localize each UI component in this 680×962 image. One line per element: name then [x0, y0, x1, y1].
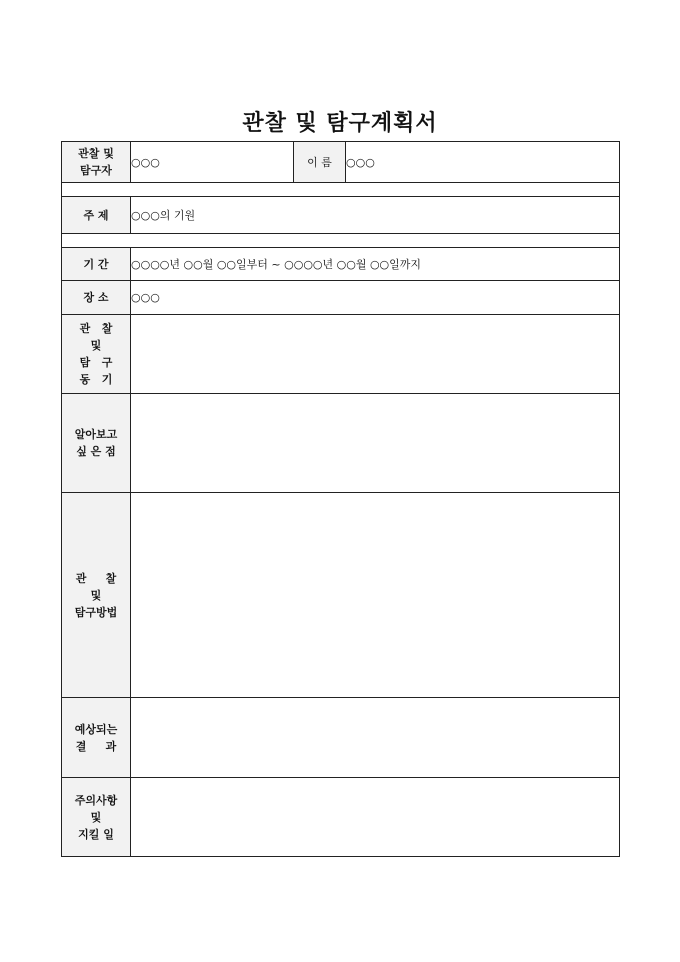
caution-label: 주의사항 및 지킬 일 [62, 778, 131, 857]
motive-label: 관 찰 및 탐 구 동 기 [62, 315, 131, 394]
spacer-row [62, 234, 620, 248]
method-field[interactable] [131, 493, 620, 698]
row-expected [62, 698, 620, 778]
place-label: 장 소 [62, 281, 131, 315]
method-label: 관 찰 및 탐구방법 [62, 493, 131, 698]
caution-field[interactable] [131, 778, 620, 857]
blank-cell [62, 234, 620, 248]
topic-label: 주 제 [62, 197, 131, 234]
period-field[interactable]: ○○○○년 ○○월 ○○일부터 ~ ○○○○년 ○○월 ○○일까지 [131, 248, 620, 281]
row-observer [62, 142, 620, 183]
blank-cell [62, 183, 620, 197]
observer-label: 관찰 및 탐구자 [62, 142, 131, 183]
row-topic [62, 197, 620, 234]
topic-field[interactable]: ○○○의 기원 [131, 197, 620, 234]
motive-field[interactable] [131, 315, 620, 394]
period-label: 기 간 [62, 248, 131, 281]
expected-label: 예상되는 결 과 [62, 698, 131, 778]
name-field[interactable]: ○○○ [346, 142, 620, 183]
plan-form-table [61, 141, 620, 857]
row-curiosity [62, 394, 620, 493]
row-place [62, 281, 620, 315]
spacer-row [62, 183, 620, 197]
row-method [62, 493, 620, 698]
document-title: 관찰 및 탐구계획서 [242, 111, 438, 136]
curiosity-label: 알아보고 싶 은 점 [62, 394, 131, 493]
name-label: 이 름 [294, 142, 346, 183]
row-caution [62, 778, 620, 857]
curiosity-field[interactable] [131, 394, 620, 493]
row-period [62, 248, 620, 281]
expected-field[interactable] [131, 698, 620, 778]
observer-field[interactable]: ○○○ [131, 142, 294, 183]
row-motive [62, 315, 620, 394]
place-field[interactable]: ○○○ [131, 281, 620, 315]
